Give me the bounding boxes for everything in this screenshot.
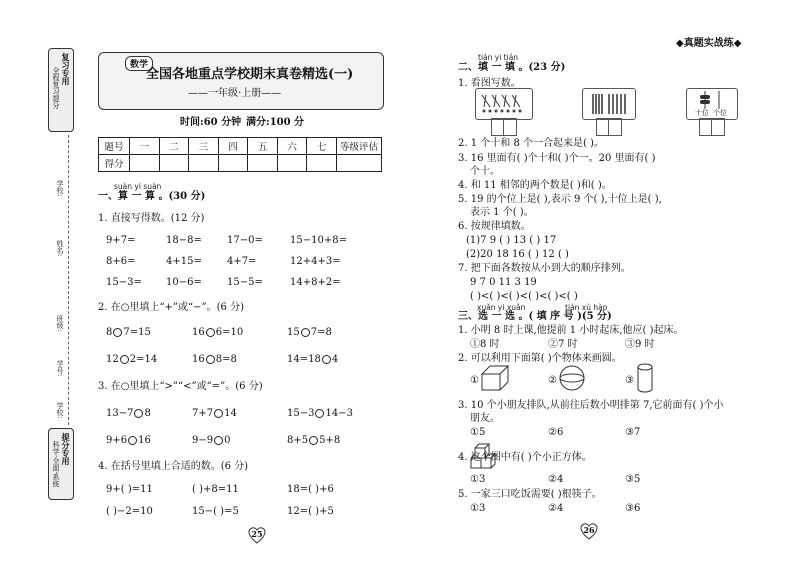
- s2-line: 9 7 0 11 3 19: [470, 277, 537, 288]
- s2-line: 6. 按规律填数。: [458, 221, 531, 232]
- s2-q1-title: 1. 看图写数。: [458, 78, 521, 89]
- q2-item: 16 8=8: [192, 354, 237, 365]
- sidebar-bottom-badge: [48, 428, 74, 500]
- c3-question-a: 3. 10 个小朋友排队,从前往后数小明排第 7,它前面有( )个小: [458, 400, 724, 411]
- abacus-tens-label: 十位: [695, 109, 709, 117]
- q1-item: 15−5=: [227, 277, 263, 288]
- page-number-right-text: 26: [583, 525, 595, 535]
- s2-line: 4. 和 11 相邻的两个数是( )和( )。: [458, 180, 612, 191]
- score-cell[interactable]: [307, 155, 337, 172]
- q4-item: 9+( )=11: [106, 484, 153, 495]
- section3-pinyin-b: tián xù hào: [565, 303, 608, 312]
- q2-item: 15 7=8: [287, 327, 332, 338]
- q2-item: 12 2=14: [106, 354, 158, 365]
- sticks-icon: [583, 89, 635, 119]
- sidebar-field-id: 学号:: [56, 360, 64, 377]
- answer-circle[interactable]: [206, 328, 215, 337]
- answer-circle[interactable]: [214, 436, 223, 445]
- q1-item: 12+4+3=: [290, 256, 341, 267]
- answer-grid[interactable]: [491, 118, 517, 136]
- q3-item: 9−9 0: [192, 435, 231, 446]
- q4-item: ( )−2=10: [106, 506, 153, 517]
- sidebar-field-school: 学校:: [56, 180, 64, 197]
- s2-line: (1)7 9 ( ) 13 ( ) 17: [466, 235, 557, 246]
- q2-item: 14=18 4: [287, 354, 339, 365]
- score-table-header: 五: [248, 138, 278, 155]
- c3-option[interactable]: ③7: [625, 427, 641, 438]
- answer-circle[interactable]: [214, 409, 223, 418]
- answer-circle[interactable]: [128, 436, 137, 445]
- answer-circle[interactable]: [322, 355, 331, 364]
- sidebar-top-badge: [48, 48, 74, 132]
- page-title: 全国各地重点学校期末真卷精选(一): [146, 67, 354, 82]
- stick-bundles-icon: [476, 89, 532, 119]
- q1-title: 1. 直接写得数。(12 分): [98, 213, 205, 224]
- score-table-header: 一: [130, 138, 160, 155]
- subject-badge: 数学: [125, 56, 153, 71]
- q1-item: 15−3=: [106, 277, 142, 288]
- abacus-picture: [686, 88, 738, 120]
- score-row-label: 得分: [99, 155, 130, 172]
- abacus-icon: [687, 89, 737, 109]
- sidebar-top-label: 复习专用: [61, 53, 71, 85]
- answer-grid[interactable]: [699, 118, 725, 136]
- cube-icon: [480, 364, 510, 392]
- sidebar-field-name: 姓名:: [56, 240, 64, 257]
- c1-option[interactable]: ②7 时: [548, 339, 578, 350]
- score-table-score-row: [99, 155, 382, 172]
- score-cell[interactable]: [130, 155, 160, 172]
- score-table-header: 六: [277, 138, 307, 155]
- score-cell[interactable]: [159, 155, 189, 172]
- sticks-picture: [582, 88, 636, 120]
- answer-circle[interactable]: [301, 328, 310, 337]
- q2-item: 8 7=15: [106, 327, 151, 338]
- sidebar-field-school2: 学校:: [56, 402, 64, 419]
- q4-item: 12=( )+5: [287, 506, 334, 517]
- c4-option[interactable]: ①3: [470, 474, 486, 485]
- page-subtitle: ——一年级·上册——: [188, 88, 282, 99]
- score-table-header: 二: [159, 138, 189, 155]
- score-table-header: 题号: [99, 138, 130, 155]
- s2-line: 表示 1 个( )。: [470, 207, 534, 218]
- q1-item: 8+6=: [106, 256, 136, 267]
- page-number-right: [578, 522, 600, 540]
- sidebar-bottom-sub: 科学·全面·系统: [52, 441, 60, 488]
- score-table-header: 等级评估: [337, 138, 382, 155]
- score-table-header-row: [99, 138, 382, 155]
- q3-item: 13−7 8: [106, 408, 151, 419]
- score-cell[interactable]: [189, 155, 219, 172]
- q3-item: 8+5 5+8: [287, 435, 341, 446]
- score-label: 满分:100 分: [246, 117, 305, 128]
- answer-circle[interactable]: [206, 355, 215, 364]
- top-right-tag: ◆真题实战练◆: [676, 38, 742, 49]
- q4-item: ( )+8=11: [192, 484, 239, 495]
- q1-item: 14+8+2=: [290, 277, 341, 288]
- sphere-icon: [558, 364, 586, 392]
- page-number-left-text: 25: [251, 529, 263, 539]
- c2-option[interactable]: ③: [625, 375, 634, 386]
- cylinder-icon: [636, 363, 654, 393]
- score-table-header: 七: [307, 138, 337, 155]
- abacus-ones-label: 个位: [713, 109, 727, 117]
- sidebar-field-class: 班级:: [56, 315, 64, 332]
- q1-item: 9+7=: [106, 235, 136, 246]
- q3-item: 7+7 14: [192, 408, 237, 419]
- c5-option[interactable]: ②4: [548, 503, 564, 514]
- section3-title: 三、选 一 选 。( 填 序 号 )(5 分): [458, 311, 612, 322]
- answer-grid[interactable]: [596, 118, 622, 136]
- s2-line: 3. 16 里面有( )个十和( )个一。20 里面有( ): [458, 153, 656, 164]
- c5-option[interactable]: ③6: [625, 503, 641, 514]
- s2-line: 7. 把下面各数按从小到大的顺序排列。: [458, 263, 631, 274]
- q1-item: 4+15=: [166, 256, 202, 267]
- sidebar-bottom-label: 提分专用: [61, 433, 71, 465]
- q4-item: 15−( )=5: [192, 506, 239, 517]
- sidebar-binding-line: [68, 135, 69, 425]
- c3-question-b: 朋友。: [470, 413, 500, 424]
- score-table: [98, 137, 382, 172]
- s2-line: 个十。: [470, 166, 500, 177]
- c5-option[interactable]: ①3: [470, 503, 486, 514]
- bundles-picture: [475, 88, 533, 120]
- score-cell[interactable]: [248, 155, 278, 172]
- q1-item: 17−0=: [227, 235, 263, 246]
- c1-option[interactable]: ①8 时: [470, 339, 500, 350]
- score-table-header: 四: [218, 138, 248, 155]
- section2-pinyin: tián yi tián: [478, 53, 519, 62]
- answer-circle[interactable]: [315, 409, 324, 418]
- s2-line: ( )<( )<( )<( )<( )<( ): [470, 291, 578, 302]
- s2-line: 2. 1 个十和 8 个一合起来是( )。: [458, 138, 604, 149]
- s2-line: (2)20 18 16 ( ) 12 ( ): [466, 249, 569, 260]
- c3-option[interactable]: ②6: [548, 427, 564, 438]
- c4-option[interactable]: ③5: [625, 474, 641, 485]
- c2-question: 2. 可以利用下面第( )个物体来画圆。: [458, 353, 622, 364]
- section1-title: 一、算 一 算 。(30 分): [98, 191, 206, 202]
- q3-item: 9+6 16: [106, 435, 151, 446]
- c4-option[interactable]: ②4: [548, 474, 564, 485]
- q2-title: 2. 在○里填上“+”或“−”。(6 分): [98, 302, 244, 313]
- score-cell[interactable]: [218, 155, 248, 172]
- page-number-left: [246, 526, 268, 544]
- answer-circle[interactable]: [134, 409, 143, 418]
- sidebar-top-sub: 全程复习提分: [52, 67, 60, 109]
- c4-question: 4. 这个图中有( )个小正方体。: [458, 452, 592, 463]
- q1-item: 15−10+8=: [290, 235, 347, 246]
- q3-title: 3. 在○里填上“>”“<”或“=”。(6 分): [98, 381, 263, 392]
- q2-item: 16 6=10: [192, 327, 244, 338]
- c2-option[interactable]: ②: [548, 375, 557, 386]
- q4-title: 4. 在括号里填上合适的数。(6 分): [98, 461, 249, 472]
- q4-item: 18=( )+6: [287, 484, 334, 495]
- section2-title: 二、填 一 填 。(23 分): [458, 62, 566, 73]
- score-cell[interactable]: [337, 155, 382, 172]
- section1-pinyin: suàn yi suàn: [114, 182, 162, 191]
- c2-option[interactable]: ①: [470, 375, 479, 386]
- c1-question: 1. 小明 8 时上课,他提前 1 小时起床,他应( )起床。: [458, 325, 684, 336]
- c5-question: 5. 一家三口吃饭需要( )根筷子。: [458, 489, 602, 500]
- answer-circle[interactable]: [120, 355, 129, 364]
- score-cell[interactable]: [277, 155, 307, 172]
- c1-option[interactable]: ③9 时: [625, 339, 655, 350]
- s2-line: 5. 19 的个位上是( ),表示 9 个( ),十位上是( ),: [458, 194, 662, 205]
- c3-option[interactable]: ①5: [470, 427, 486, 438]
- answer-circle[interactable]: [113, 328, 122, 337]
- time-label: 时间:60 分钟: [180, 117, 242, 128]
- score-table-header: 三: [189, 138, 219, 155]
- answer-circle[interactable]: [309, 436, 318, 445]
- q1-item: 18−8=: [166, 235, 202, 246]
- q3-item: 15−3 14−3: [287, 408, 353, 419]
- q1-item: 10−6=: [166, 277, 202, 288]
- section3-pinyin-a: xuǎn yi xuǎn: [477, 303, 526, 312]
- q1-item: 4+7=: [227, 256, 257, 267]
